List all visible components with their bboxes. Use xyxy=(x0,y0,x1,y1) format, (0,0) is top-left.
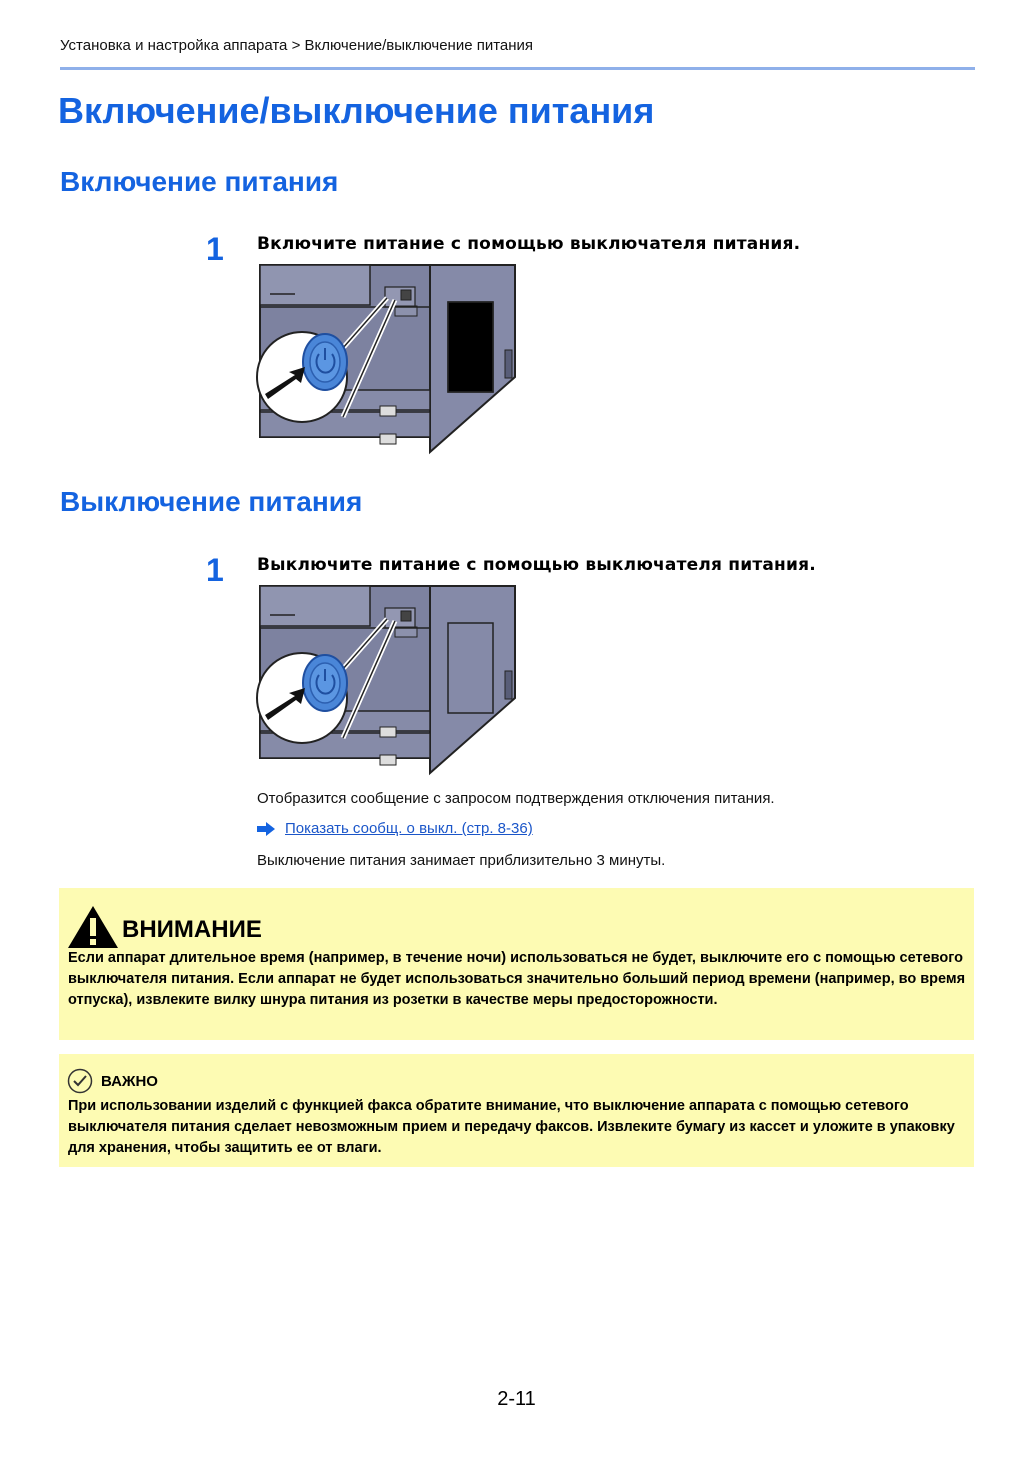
important-heading xyxy=(67,1068,158,1094)
printer-power-switch-illustration xyxy=(255,262,520,462)
section-heading-power-on: Включение питания xyxy=(60,166,339,197)
page-number: 2-11 xyxy=(497,1388,536,1410)
step-text: Включите питание с помощью выключателя питания. xyxy=(257,234,801,254)
header-divider xyxy=(60,67,975,70)
page-title: Включение/выключение питания xyxy=(58,90,655,131)
caution-text: Если аппарат длительное время (например, в течение ночи) использоваться не будет, выключите его с помощью сетевого выключателя питания. Если аппарат не будет использоваться значительно больший период времени (например, во время отпуска), извлеките вилку шнура питания из розетки в качестве меры предосторожности. xyxy=(68,950,966,1008)
shutdown-time-text: Выключение питания занимает приблизительно 3 минуты. xyxy=(257,852,666,869)
important-text: При использовании изделий с функцией факса обратите внимание, что выключение аппарата с помощью сетевого выключателя питания сделает невозможным прием и передачу факсов. Извлеките бумагу из кассет и уложите в упаковку для хранения, чтобы защитить ее от влаги. xyxy=(68,1098,955,1156)
caution-title: ВНИМАНИЕ xyxy=(122,916,262,943)
step-text: Выключите питание с помощью выключателя питания. xyxy=(257,555,816,575)
confirmation-message-text: Отобразится сообщение с запросом подтверждения отключения питания. xyxy=(257,790,775,807)
shutdown-message-link[interactable]: Показать сообщ. о выкл. (стр. 8-36) xyxy=(285,820,533,837)
warning-triangle-icon xyxy=(66,904,120,950)
arrow-right-icon xyxy=(257,822,275,836)
cross-reference[interactable] xyxy=(257,820,533,837)
caution-heading xyxy=(66,904,262,950)
step-number: 1 xyxy=(206,231,224,267)
important-title: ВАЖНО xyxy=(101,1072,158,1090)
section-heading-power-off: Выключение питания xyxy=(60,486,363,517)
printer-power-switch-illustration xyxy=(255,583,520,783)
breadcrumb: Установка и настройка аппарата > Включение/выключение питания xyxy=(60,37,534,54)
check-circle-icon xyxy=(67,1068,93,1094)
step-number: 1 xyxy=(206,552,224,588)
